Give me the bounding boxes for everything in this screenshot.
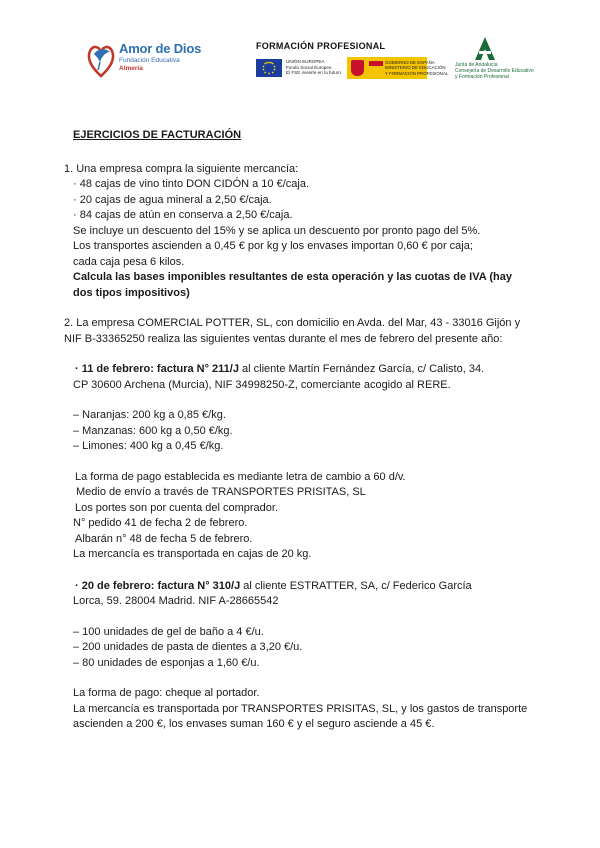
invoice-2-transport: La mercancía es transportada por TRANSPORTES PRISITAS, SL, y los gastos de transporte ascienden a 200 €, los envases suman 160 € y el seguro asciende a 45 €. — [73, 702, 528, 730]
exercise-2-intro: 2. La empresa COMERCIAL POTTER, SL, con domicilio en Avda. del Mar, 43 - 33016 Gijón y NIF B-33365250 realiza las siguientes ventas durante el mes de febrero del presente año: — [64, 317, 521, 345]
exercise-1-item: · 48 cajas de vino tinto DON CIDÓN a 10 €/caja. — [73, 178, 309, 190]
document-body — [64, 128, 533, 733]
exercise-1-intro: 1. Una empresa compra la siguiente mercancía: — [64, 162, 299, 175]
invoice-1-note: N° pedido 41 de fecha 2 de febrero. — [73, 517, 248, 529]
invoice-2-item: – 80 unidades de esponjas a 1,60 €/u. — [73, 656, 260, 669]
invoice-1-item: – Naranjas: 200 kg a 0,85 €/kg. — [73, 409, 226, 421]
invoice-2-item: – 200 unidades de pasta de dientes a 3,20 €/u. — [73, 641, 303, 653]
eu-text-line: El FSE invierte en tu futuro — [286, 70, 341, 76]
junta-andalucia-logo — [455, 36, 534, 96]
eu-text — [286, 59, 341, 76]
spain-flag-mark-icon — [369, 61, 383, 66]
junta-andalucia-emblem-icon — [455, 36, 515, 62]
invoice-1-note: La forma de pago establecida es mediante letra de cambio a 60 d/v. — [75, 470, 406, 483]
exercise-1-description: Los transportes ascienden a 0,45 € por kg y los envases importan 0,60 € por caja; — [73, 240, 473, 252]
junta-andalucia-text — [455, 62, 534, 80]
invoice-1-client: al cliente Martín Fernández García, c/ Calisto, 34. — [238, 363, 485, 375]
invoice-1-note: Medio de envío a través de TRANSPORTES PRISITAS, SL — [76, 486, 366, 498]
eu-text-line: Fondo Social Europeo — [286, 64, 332, 70]
amor-de-dios-logo — [86, 36, 216, 84]
heart-dove-icon — [86, 36, 116, 84]
invoice-2-heading: · 20 de febrero: factura N° 310/J — [75, 579, 241, 592]
spain-government-text — [385, 60, 448, 76]
junta-text-line: Consejería de Desarrollo Educativo — [455, 68, 534, 74]
amor-de-dios-name: Amor de Dios — [119, 41, 202, 56]
invoice-1-note: La mercancía es transportada en cajas de 20 kg. — [73, 548, 312, 560]
exercise-1-description: cada caja pesa 6 kilos. — [73, 255, 185, 268]
invoice-1-note: Albarán n° 48 de fecha 5 de febrero. — [75, 532, 253, 545]
gov-text-line: Y FORMACIÓN PROFESIONAL — [385, 70, 449, 76]
amor-de-dios-subtitle: Fundación Educativa — [119, 57, 180, 64]
formacion-profesional-title: FORMACIÓN PROFESIONAL — [256, 41, 386, 51]
invoice-1-heading: · 11 de febrero: factura N° 211/J — [75, 363, 239, 375]
invoice-2-item: – 100 unidades de gel de baño a 4 €/u. — [73, 625, 264, 638]
invoice-2-client-line2: Lorca, 59. 28004 Madrid. NIF A-28665542 — [73, 595, 279, 607]
invoice-1-item: – Manzanas: 600 kg a 0,50 €/kg. — [73, 424, 233, 437]
gov-text-line: GOBIERNO DE ESPAÑA — [385, 60, 435, 65]
eu-text-line: UNIÓN EUROPEA — [286, 59, 325, 64]
amor-de-dios-location: Almería — [119, 65, 143, 72]
gov-text-line: MINISTERIO DE EDUCACIÓN — [385, 65, 446, 71]
exercise-1-description: Se incluye un descuento del 15% y se aplica un descuento por pronto pago del 5%. — [73, 224, 481, 237]
eu-flag-icon — [256, 59, 282, 77]
exercise-1-item: · 84 cajas de atún en conserva a 2,50 €/caja. — [73, 209, 293, 221]
invoice-2-client: al cliente ESTRATTER, SA, c/ Federico García — [240, 579, 472, 592]
exercise-1-item: · 20 cajas de agua mineral a 2,50 €/caja. — [73, 193, 272, 206]
invoice-1-note: Los portes son por cuenta del comprador. — [75, 501, 279, 514]
invoice-1-client-line2: CP 30600 Archena (Murcia), NIF 34998250-Z, comerciante acogido al RERE. — [73, 378, 451, 391]
spain-shield-icon — [351, 60, 364, 76]
exercise-1 — [64, 162, 533, 302]
spain-government-logo — [347, 57, 449, 79]
exercise-2 — [64, 316, 533, 733]
invoice-1-item: – Limones: 400 kg a 0,45 €/kg. — [73, 440, 224, 452]
exercise-1-question: Calcula las bases imponibles resultantes de esta operación y las cuotas de IVA (hay dos tipos impositivos) — [73, 271, 512, 299]
document-title: EJERCICIOS DE FACTURACIÓN — [73, 129, 242, 141]
invoice-2-payment: La forma de pago: cheque al portador. — [73, 687, 260, 699]
junta-text-line: y Formación Profesional — [455, 74, 509, 80]
junta-text-line: Junta de Andalucía — [455, 62, 498, 68]
